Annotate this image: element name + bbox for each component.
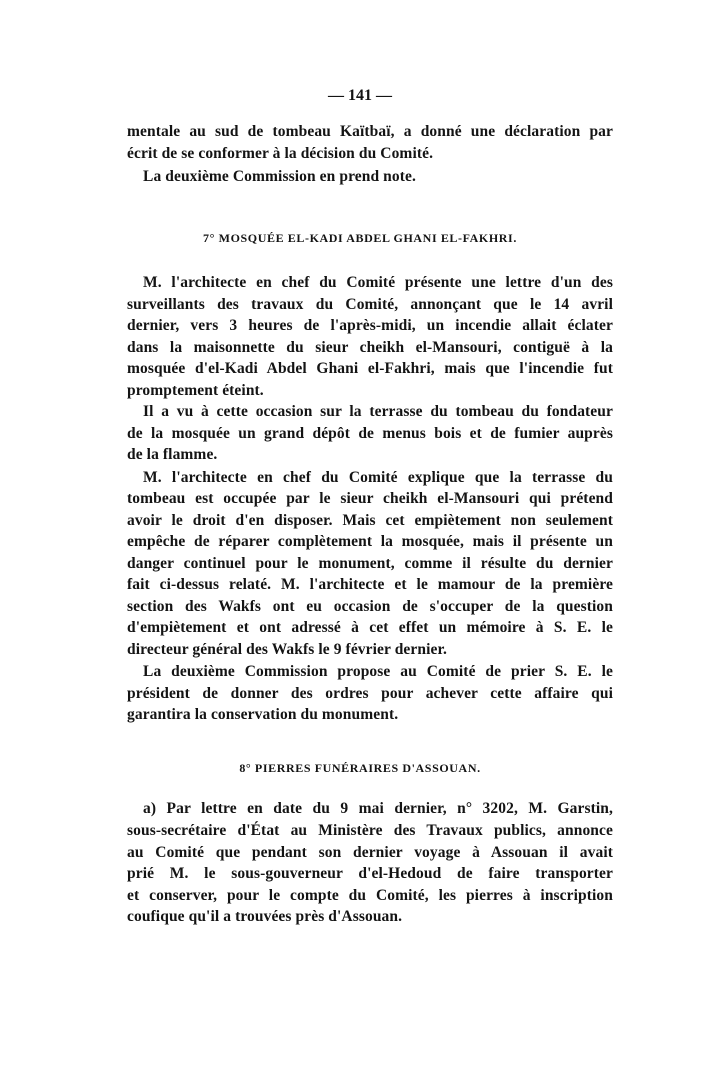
paragraph-line: surveillants des travaux du Comité, annonçant que le 14 avril <box>127 296 613 313</box>
paragraph-line: promptement éteint. <box>127 382 264 399</box>
paragraph-line: d'empiètement et ont adressé à cet effet un mémoire à S. E. le <box>127 619 613 636</box>
paragraph-line: section des Wakfs ont eu occasion de s'occuper de la question <box>127 598 613 615</box>
page-number: — 141 — <box>328 87 392 104</box>
paragraph-line: dernier, vers 3 heures de l'après-midi, un incendie allait éclater <box>127 317 613 334</box>
paragraph-line: a) Par lettre en date du 9 mai dernier, n° 3202, M. Garstin, <box>143 800 613 817</box>
paragraph-line: La deuxième Commission propose au Comité de prier S. E. le <box>143 663 613 680</box>
paragraph-line: de la mosquée un grand dépôt de menus bois et de fumier auprès <box>127 425 613 442</box>
paragraph-line: sous-secrétaire d'État au Ministère des Travaux publics, annonce <box>127 822 613 839</box>
paragraph-line: La deuxième Commission en prend note. <box>143 168 416 185</box>
paragraph-line: mosquée d'el-Kadi Abdel Ghani el-Fakhri, mais que l'incendie fut <box>127 360 613 377</box>
paragraph-line: écrit de se conformer à la décision du Comité. <box>127 145 434 162</box>
paragraph-line: directeur général des Wakfs le 9 février dernier. <box>127 641 448 658</box>
paragraph-line: empêche de réparer complètement la mosquée, mais il présente un <box>127 533 613 550</box>
paragraph-line: mentale au sud de tombeau Kaïtbaï, a donné une déclaration par <box>127 123 613 140</box>
paragraph-line: de la flamme. <box>127 446 218 463</box>
section-heading: 8° PIERRES FUNÉRAIRES D'ASSOUAN. <box>239 761 481 775</box>
paragraph-line: Il a vu à cette occasion sur la terrasse du tombeau du fondateur <box>143 403 613 420</box>
paragraph-line: avoir le droit d'en disposer. Mais cet empiètement non seulement <box>127 512 613 529</box>
paragraph-line: prié M. le sous-gouverneur d'el-Hedoud de faire transporter <box>127 865 613 882</box>
paragraph-line: M. l'architecte en chef du Comité présente une lettre d'un des <box>143 274 613 291</box>
paragraph-line: danger continuel pour le monument, comme il résulte du dernier <box>127 555 613 572</box>
paragraph-line: et conserver, pour le compte du Comité, les pierres à inscription <box>127 887 613 904</box>
paragraph-line: président de donner des ordres pour achever cette affaire qui <box>127 685 613 702</box>
paragraph-line: fait ci-dessus relaté. M. l'architecte et le mamour de la première <box>127 576 613 593</box>
paragraph-line: tombeau est occupée par le sieur cheikh el-Mansouri qui prétend <box>127 490 613 507</box>
paragraph-line: dans la maisonnette du sieur cheikh el-Mansouri, contiguë à la <box>127 339 613 356</box>
paragraph-line: au Comité que pendant son dernier voyage à Assouan il avait <box>127 844 613 861</box>
paragraph-line: garantira la conservation du monument. <box>127 706 399 723</box>
section-heading: 7° MOSQUÉE EL-KADI ABDEL GHANI EL-FAKHRI. <box>203 231 517 245</box>
paragraph-line: coufique qu'il a trouvées près d'Assouan. <box>127 908 403 925</box>
paragraph-line: M. l'architecte en chef du Comité explique que la terrasse du <box>143 469 613 486</box>
